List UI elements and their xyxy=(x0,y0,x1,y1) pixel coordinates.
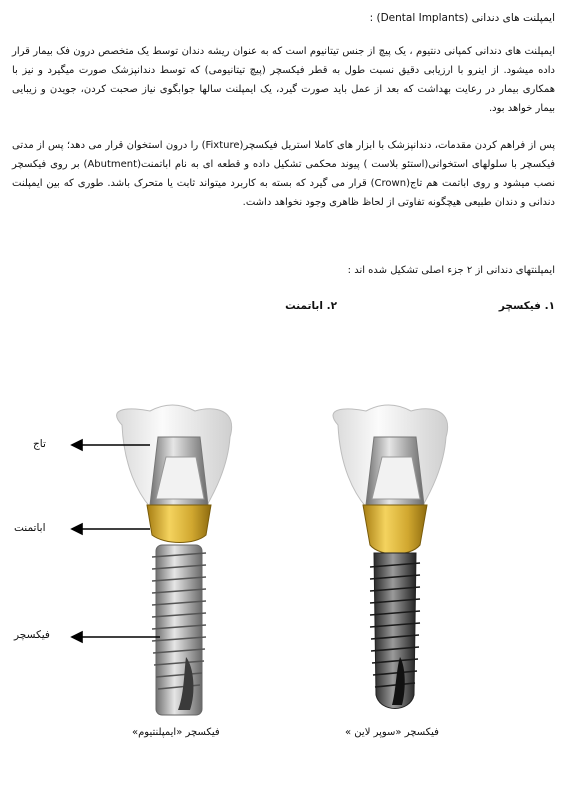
item-fixture: ۱. فیکسچر xyxy=(498,300,555,312)
label-fixture: فیکسچر xyxy=(14,629,50,641)
fixture-left xyxy=(156,545,202,715)
abutment-collar-right xyxy=(363,505,427,554)
implant-illustration xyxy=(0,395,569,755)
components-intro: ایمپلنتهای دندانی از ۲ جزء اصلی تشکیل شده اند : xyxy=(347,265,555,276)
caption-left: فیکسچر «ایمپلنتیوم» xyxy=(132,727,220,738)
page-title: ایمپلنت های دندانی (Dental Implants) : xyxy=(369,12,555,24)
implant-left xyxy=(117,405,232,715)
implant-right xyxy=(333,405,448,709)
label-crown: تاج xyxy=(33,438,46,450)
abutment-collar-left xyxy=(147,505,211,543)
label-abutment: اباتمنت xyxy=(14,522,46,534)
paragraph-intro: ایمپلنت های دندانی کمپانی دنتیوم ، یک پیچ از جنس تیتانیوم است که به عنوان ریشه دندان توسط یک متخصص درون فک بیمار قرار داده میشود. از اینرو با ارزیابی دقیق نسبت طول به قطر فیکسچر (پیچ تیتانیومی) که توسط دندانپزشک صورت میگیرد و نیز با همکاری بیمار در رعایت بهداشت که بعد از عمل باید صورت گیرد، یک ایمپلنت سالها جوابگوی نیاز صحبت کردن، جویدن و زیبایی بیمار خواهد بود. xyxy=(12,46,555,114)
item-abutment: ۲. اباتمنت xyxy=(285,300,337,312)
caption-right: فیکسچر «سوپر لاین » xyxy=(345,727,439,738)
paragraph-procedure: پس از فراهم کردن مقدمات، دندانپزشک با ابزار های کاملا استریل فیکسچر(Fixture) را درون استخوان قرار می دهد؛ پس از مدتی فیکسچر با سلولهای استخوانی(استئو بلاست ) پیوند محکمی تشکیل داده و قطعه ای به نام اباتمنت(Abutment) بر روی فیکسچر نصب میشود و روی اباتمت هم تاج(Crown) قرار می گیرد که بسته به کاربرد میتواند ثابت یا متحرک باشد. طوری که بین ایمپلنت دندانی و دندان طبیعی هیچگونه تفاوتی از لحاظ ظاهری وجود نخواهد داشت. xyxy=(12,140,555,208)
